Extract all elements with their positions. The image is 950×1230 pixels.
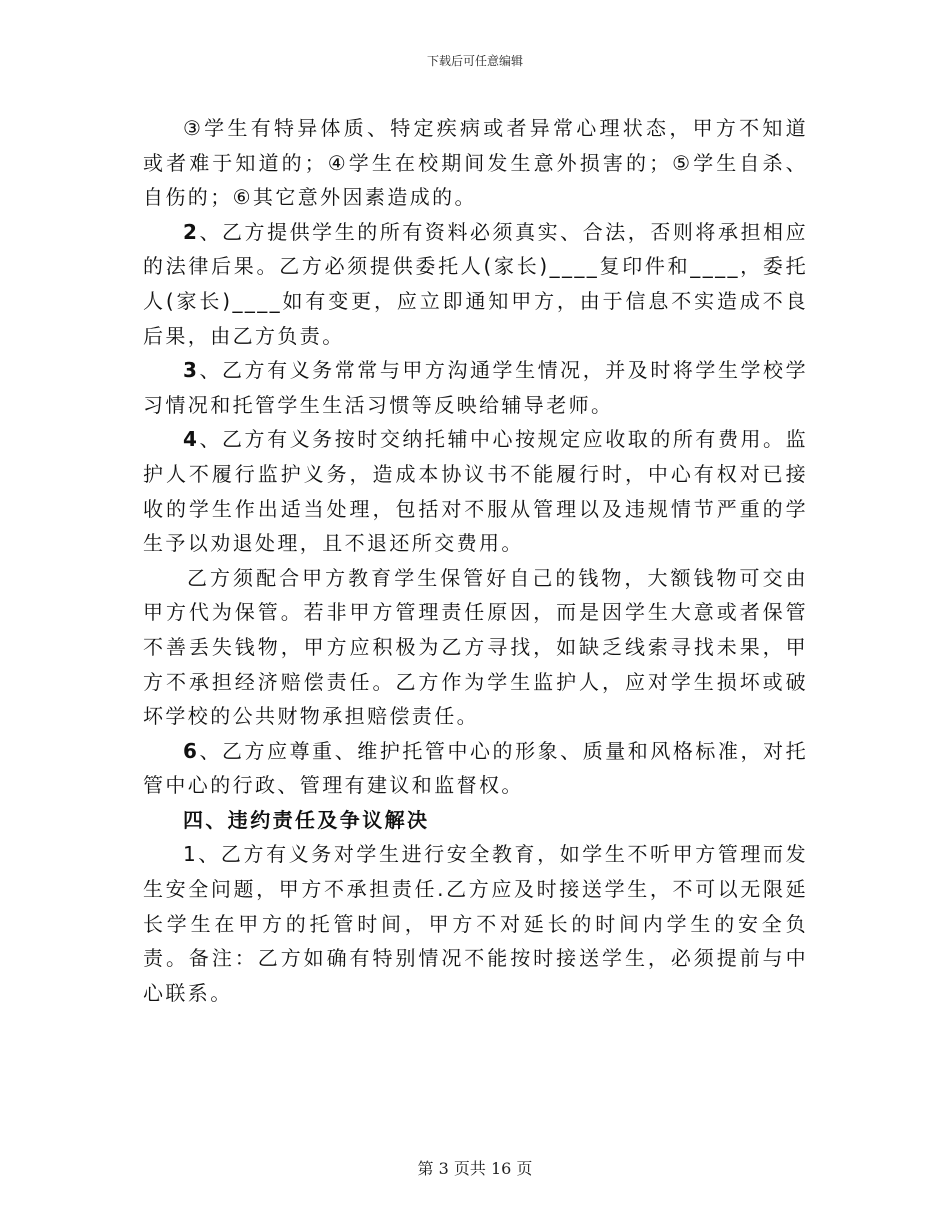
paragraph-6-text: 、乙方应尊重、维护托管中心的形象、质量和风格标准，对托管中心的行政、管理有建议和监督权。 <box>143 738 808 798</box>
paragraph-1 <box>143 111 808 215</box>
paragraph-3-text: 、乙方有义务常常与甲方沟通学生情况，并及时将学生学校学习情况和托管学生生活习惯等反映给辅导老师。 <box>143 358 808 417</box>
page-header: 下载后可任意编辑 <box>426 54 523 68</box>
paragraph-2-text: 、乙方提供学生的所有资料必须真实、合法，否则将承担相应的法律后果。乙方必须提供委托人(家长)____复印件和____，委托人(家长)____如有变更，应立即通知甲方，由于信息不实造成不良后果，由乙方负责。 <box>143 219 808 348</box>
paragraph-5 <box>143 561 808 734</box>
document-body <box>143 111 808 1010</box>
paragraph-6 <box>143 734 808 803</box>
paragraph-5-text: 乙方须配合甲方教育学生保管好自己的钱物，大额钱物可交由甲方代为保管。若非甲方管理责任原因，而是因学生大意或者保管不善丢失钱物，甲方应积极为乙方寻找，如缺乏线索寻找未果，甲方不承担经济赔偿责任。乙方作为学生监护人，应对学生损坏或破坏学校的公共财物承担赔偿责任。 <box>143 565 808 729</box>
paragraph-6-number: 6 <box>183 738 200 763</box>
paragraph-2 <box>143 215 808 353</box>
paragraph-4 <box>143 422 808 560</box>
paragraph-4-number: 4 <box>183 427 200 452</box>
paragraph-1-text: ③学生有特异体质、特定疾病或者异常心理状态，甲方不知道或者难于知道的；④学生在校期间发生意外损害的；⑤学生自杀、自伤的；⑥其它意外因素造成的。 <box>143 116 808 210</box>
paragraph-2-number: 2 <box>183 219 200 244</box>
paragraph-4-text: 、乙方有义务按时交纳托辅中心按规定应收取的所有费用。监护人不履行监护义务，造成本协议书不能履行时，中心有权对已接收的学生作出适当处理，包括对不服从管理以及违规情节严重的学生予以劝退处理，且不退还所交费用。 <box>143 427 808 556</box>
section-paragraph-1-text: 1、乙方有义务对学生进行安全教育，如学生不听甲方管理而发生安全问题，甲方不承担责任.乙方应及时接送学生，不可以无限延长学生在甲方的托管时间，甲方不对延长的时间内学生的安全负责。备注：乙方如确有特别情况不能按时接送学生，必须提前与中心联系。 <box>143 842 808 1005</box>
section-heading: 四、违约责任及争议解决 <box>183 807 430 832</box>
paragraph-3-number: 3 <box>183 358 200 383</box>
paragraph-3 <box>143 353 808 422</box>
page-footer: 第 3 页共 16 页 <box>417 1159 533 1178</box>
section-paragraph-1 <box>143 837 808 1010</box>
